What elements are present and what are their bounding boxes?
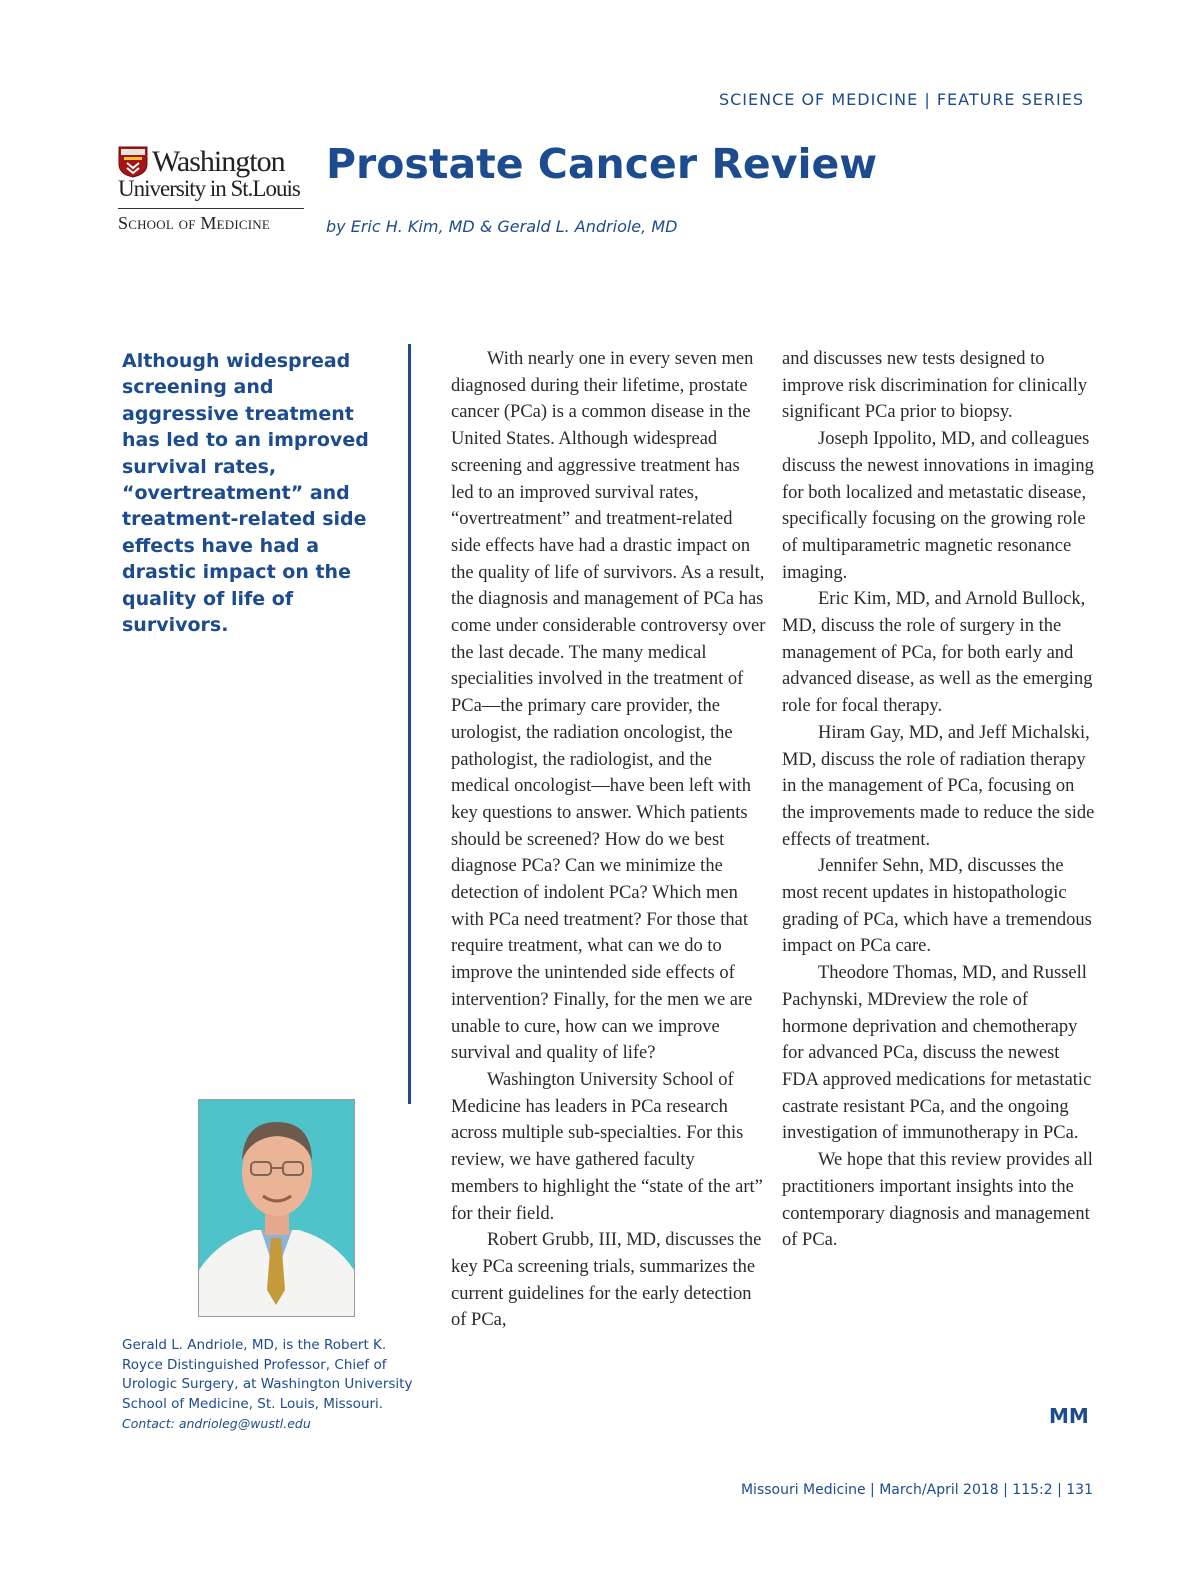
paragraph: Washington University School of Medicine has leaders in PCa research across multiple sub-specialties. For this review, we have gathered faculty members to highlight the “state of the art” for their field. xyxy=(451,1069,763,1224)
paragraph: Robert Grubb, III, MD, discusses the key PCa screening trials, summarizes the current guidelines for the early detection of PCa, xyxy=(451,1230,762,1331)
paragraph: We hope that this review provides all practitioners important insights into the contemporary diagnosis and management of PCa. xyxy=(782,1150,1093,1251)
university-logo xyxy=(118,146,304,234)
logo-washington: Washington xyxy=(152,145,285,178)
paragraph: and discusses new tests designed to improve risk discrimination for clinically significant PCa prior to biopsy. xyxy=(782,349,1088,423)
paragraph: Hiram Gay, MD, and Jeff Michalski, MD, discuss the role of radiation therapy in the management of PCa, focusing on the improvements made to reduce the side effects of treatment. xyxy=(782,722,1095,850)
logo-school: School of Medicine xyxy=(118,213,270,233)
author-photo xyxy=(198,1099,355,1317)
body-column-1 xyxy=(451,346,766,1334)
paragraph: With nearly one in every seven men diagnosed during their lifetime, prostate cancer (PCa) is a common disease in the United States. Although widespread screening and aggressive treatment has led to an improved survival rates, “overtreatment” and treatment-related side effects have had a drastic impact on the quality of life of survivors. As a result, the diagnosis and management of PCa has come under considerable controversy over the last decade. The many medical specialities involved in the treatment of PCa—the primary care provider, the urologist, the radiation oncologist, the pathologist, the radiologist, and the medical oncologist—have been left with key questions to answer. Which patients should be screened? How do we best diagnose PCa? Can we minimize the detection of indolent PCa? Which men with PCa need treatment? For those that require treatment, what can we do to improve the unintended side effects of intervention? Finally, for the men we are unable to cure, how can we improve survival and quality of life? xyxy=(451,349,766,1064)
paragraph: Eric Kim, MD, and Arnold Bullock, MD, discuss the role of surgery in the management of PCa, for both early and advanced disease, as well as the emerging role for focal therapy. xyxy=(782,589,1093,717)
section-label: SCIENCE OF MEDICINE | FEATURE SERIES xyxy=(718,90,1084,109)
pull-quote: Although widespread screening and aggressive treatment has led to an improved survival rates, “overtreatment” and treatment-related side effects have had a drastic impact on the quality of life of survivors. xyxy=(122,350,369,637)
body-column-2 xyxy=(782,346,1097,1254)
page-footer: Missouri Medicine | March/April 2018 | 115:2 | 131 xyxy=(740,1482,1093,1498)
logo-divider xyxy=(118,208,304,209)
end-mark: MM xyxy=(1049,1404,1089,1428)
caption-text: Gerald L. Andriole, MD, is the Robert K. Royce Distinguished Professor, Chief of Urologic Surgery, at Washington University School of Medicine, St. Louis, Missouri. xyxy=(122,1337,413,1412)
paragraph: Joseph Ippolito, MD, and colleagues discuss the newest innovations in imaging for both localized and metastatic disease, specifically focusing on the growing role of multiparametric magnetic resonance imaging. xyxy=(782,429,1094,583)
vertical-divider xyxy=(408,344,411,1104)
byline: by Eric H. Kim, MD & Gerald L. Andriole, MD xyxy=(326,217,678,236)
page-title: Prostate Cancer Review xyxy=(326,140,878,188)
author-caption xyxy=(122,1336,422,1434)
paragraph: Jennifer Sehn, MD, discusses the most recent updates in histopathologic grading of PCa, which have a tremendous impact on PCa care. xyxy=(782,856,1092,957)
university-shield-icon xyxy=(118,146,148,178)
author-portrait-icon xyxy=(199,1100,354,1316)
logo-university: University in St.Louis xyxy=(118,176,300,201)
paragraph: Theodore Thomas, MD, and Russell Pachynski, MDreview the role of hormone deprivation and chemotherapy for advanced PCa, discuss the newest FDA approved medications for metastatic castrate resistant PCa, and the ongoing investigation of immunotherapy in PCa. xyxy=(782,963,1092,1144)
caption-contact: Contact: andrioleg@wustl.edu xyxy=(122,1416,311,1431)
